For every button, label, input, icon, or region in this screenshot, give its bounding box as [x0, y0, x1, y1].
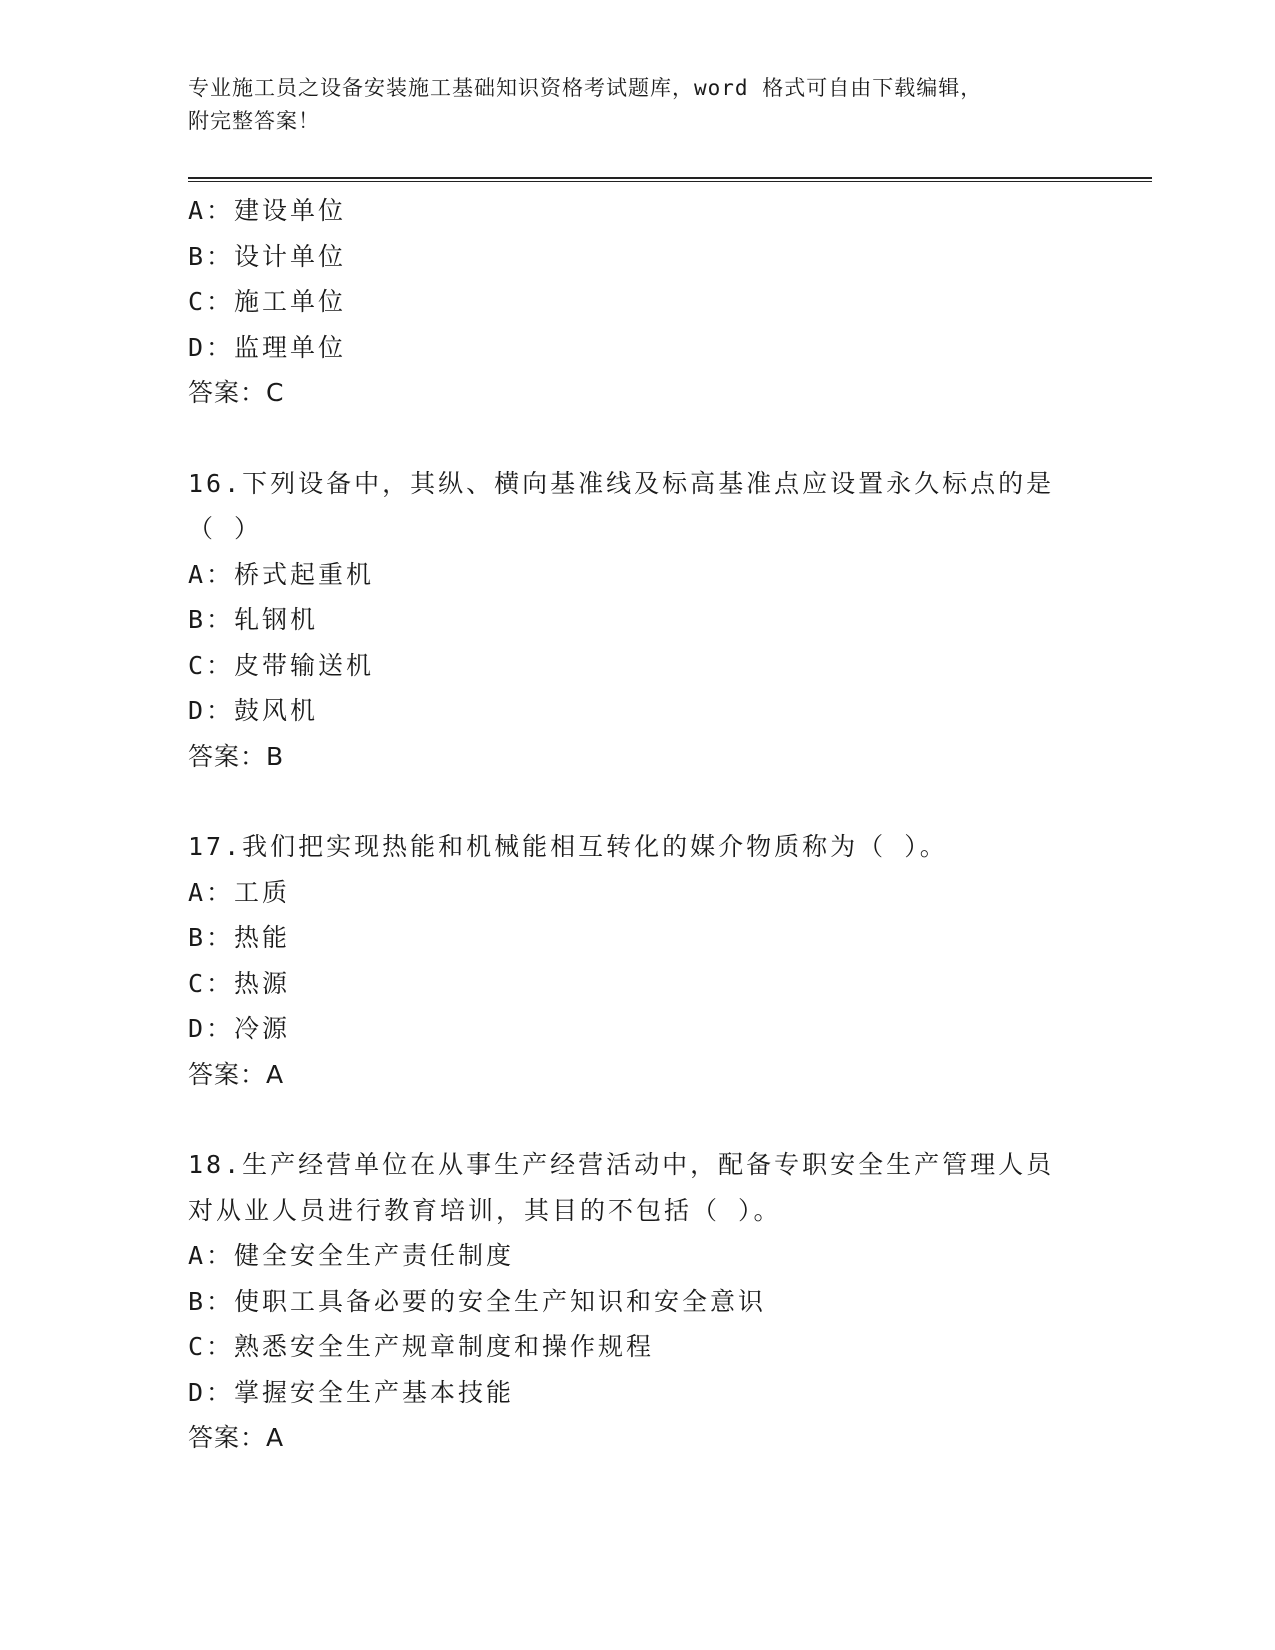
- option-a: A：桥式起重机: [188, 559, 375, 589]
- option-c: C：皮带输送机: [188, 650, 375, 680]
- question-15: [188, 188, 1088, 416]
- answer: 答案：C: [188, 378, 285, 407]
- question-stem: 17.我们把实现热能和机械能相互转化的媒介物质称为（ ）。: [188, 832, 948, 861]
- option-a: A：建设单位: [188, 196, 347, 225]
- option-b: B：设计单位: [188, 241, 347, 271]
- option-d: D：掌握安全生产基本技能: [188, 1377, 515, 1407]
- option-c: C：熟悉安全生产规章制度和操作规程: [188, 1332, 655, 1361]
- question-stem-continued: 对从业人员进行教育培训，其目的不包括（ ）。: [188, 1195, 782, 1225]
- option-b: B：使职工具备必要的安全生产知识和安全意识: [188, 1286, 767, 1316]
- question-stem: 16.下列设备中，其纵、横向基准线及标高基准点应设置永久标点的是: [188, 468, 1055, 498]
- header-line-1: 专业施工员之设备安装施工基础知识资格考试题库，word 格式可自由下载编辑，: [188, 76, 983, 100]
- answer: 答案：A: [188, 1423, 285, 1452]
- option-a: A：健全安全生产责任制度: [188, 1241, 515, 1270]
- option-b: B：轧钢机: [188, 605, 319, 634]
- option-d: D：冷源: [188, 1014, 291, 1043]
- option-c: C：热源: [188, 968, 291, 998]
- question-spacer: [188, 416, 1088, 461]
- document-header: [188, 72, 1068, 138]
- question-spacer: [188, 1097, 1088, 1142]
- header-line-2: 附完整答案！: [188, 109, 320, 133]
- option-d: D：监理单位: [188, 332, 347, 362]
- option-d: D：鼓风机: [188, 696, 319, 725]
- question-17: [188, 824, 1088, 1097]
- option-a: A：工质: [188, 877, 291, 907]
- question-stem: 18.生产经营单位在从事生产经营活动中，配备专职安全生产管理人员: [188, 1150, 1055, 1179]
- answer: 答案：B: [188, 741, 285, 771]
- answer: 答案：A: [188, 1059, 285, 1089]
- question-stem-continued: （ ）: [188, 514, 263, 543]
- option-b: B：热能: [188, 923, 291, 952]
- question-18: [188, 1142, 1088, 1461]
- question-spacer: [188, 779, 1088, 824]
- question-16: [188, 461, 1088, 780]
- header-divider: [188, 177, 1152, 182]
- question-list: [188, 188, 1088, 1461]
- option-c: C：施工单位: [188, 287, 347, 316]
